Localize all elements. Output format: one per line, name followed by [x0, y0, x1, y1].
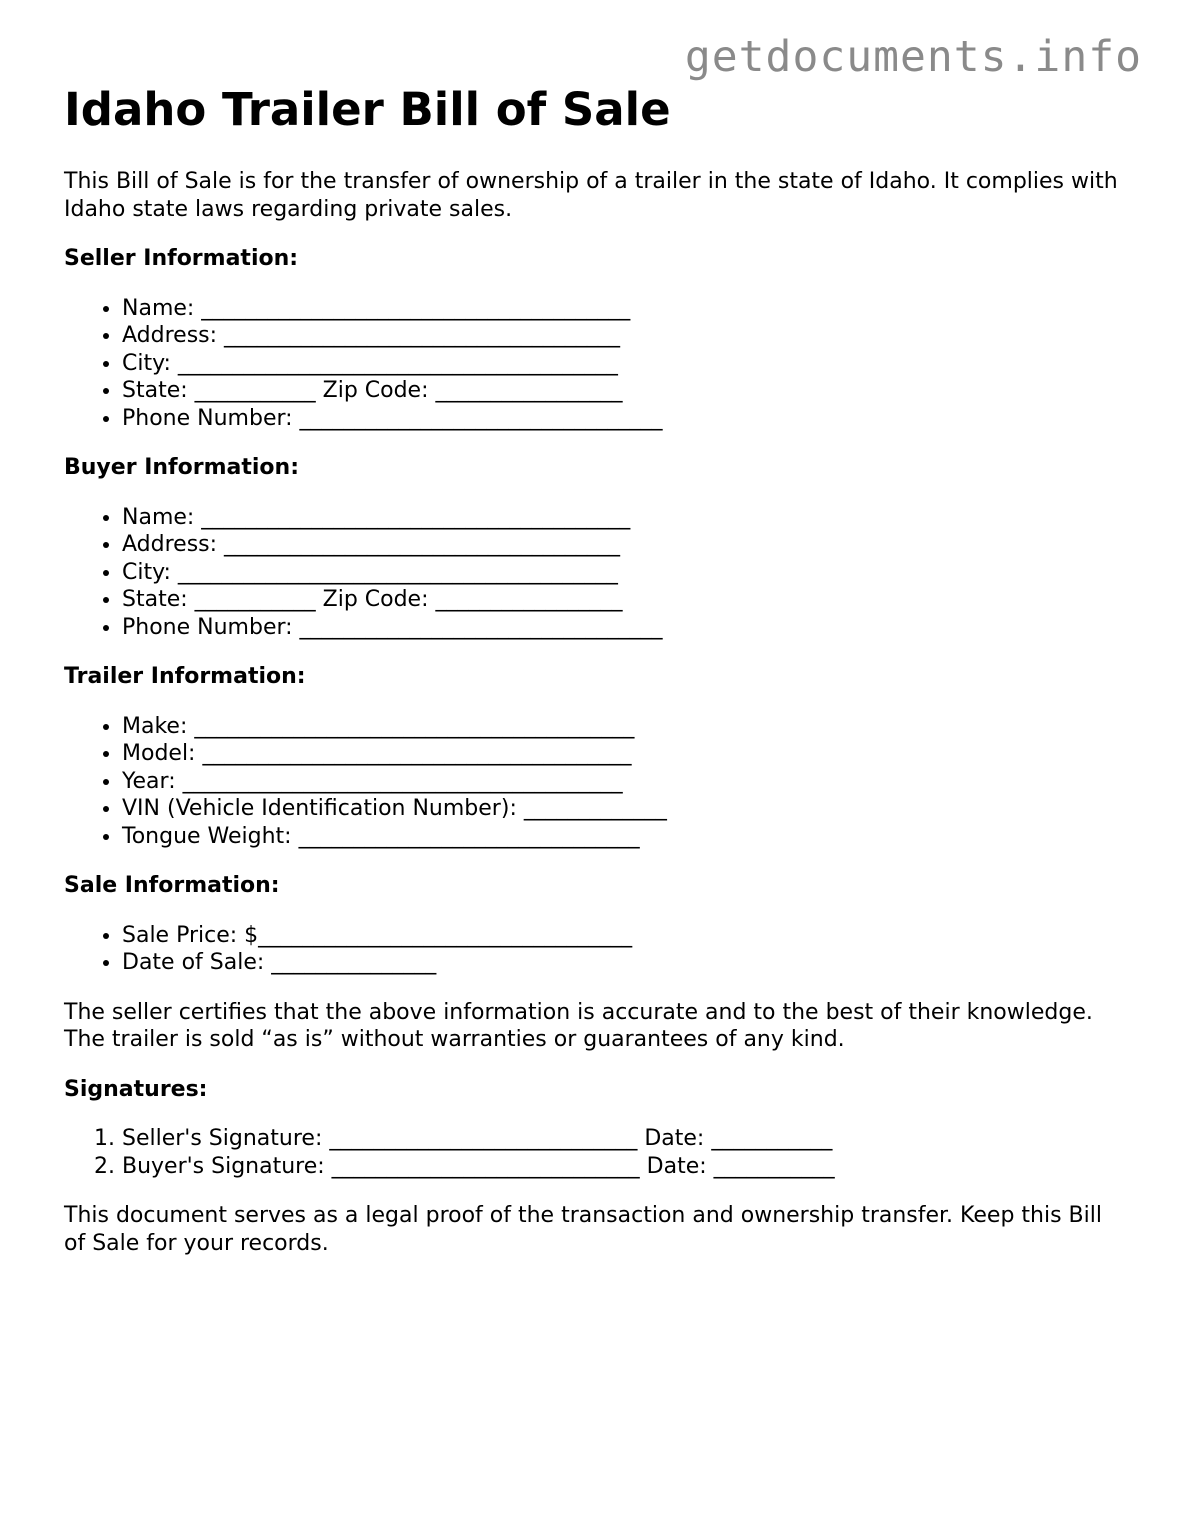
certification-paragraph: The seller certifies that the above information is accurate and to the best of their knowledge. The trailer is sold “as is” without warranties or guarantees of any kind.: [64, 999, 1093, 1052]
trailer-tongue-weight-field: • Tongue Weight: _______________________________: [122, 823, 1124, 851]
sale-price-field: • Sale Price: $__________________________________: [122, 922, 1124, 950]
buyer-name-field: • Name: _______________________________________: [122, 504, 1124, 532]
seller-phone-field: • Phone Number: _________________________________: [122, 405, 1124, 433]
seller-heading: Seller Information:: [64, 246, 299, 271]
seller-signature-line: 1. Seller's Signature: ____________________________ Date: ___________: [122, 1125, 1124, 1153]
intro-paragraph: This Bill of Sale is for the transfer of ownership of a trailer in the state of Idaho. It complies with Idaho state laws regarding private sales.: [64, 169, 1118, 222]
sale-field-list: [64, 922, 1124, 977]
buyer-state-zip-field: • State: ___________ Zip Code: _________________: [122, 586, 1124, 614]
seller-name-field: • Name: _______________________________________: [122, 295, 1124, 323]
document-page: [64, 82, 1124, 1279]
signatures-heading: Signatures:: [64, 1076, 208, 1102]
trailer-vin-field: • VIN (Vehicle Identification Number): _____________: [122, 795, 1124, 823]
buyer-signature-line: 2. Buyer's Signature: ____________________________ Date: ___________: [122, 1153, 1124, 1181]
seller-city-field: • City: ________________________________________: [122, 350, 1124, 378]
closing-paragraph: This document serves as a legal proof of the transaction and ownership transfer. Keep this Bill of Sale for your records.: [64, 1203, 1102, 1256]
buyer-phone-field: • Phone Number: _________________________________: [122, 614, 1124, 642]
buyer-city-field: • City: ________________________________________: [122, 559, 1124, 587]
signature-list: [64, 1125, 1124, 1180]
sale-heading: Sale Information:: [64, 873, 280, 898]
trailer-year-field: • Year: ________________________________________: [122, 768, 1124, 796]
seller-field-list: [64, 295, 1124, 433]
trailer-heading: Trailer Information:: [64, 664, 306, 689]
document-title: Idaho Trailer Bill of Sale: [64, 83, 671, 136]
seller-state-zip-field: • State: ___________ Zip Code: _________________: [122, 377, 1124, 405]
trailer-make-field: • Make: ________________________________________: [122, 713, 1124, 741]
trailer-model-field: • Model: _______________________________________: [122, 740, 1124, 768]
buyer-field-list: [64, 504, 1124, 642]
seller-address-field: • Address: ____________________________________: [122, 322, 1124, 350]
buyer-address-field: • Address: ____________________________________: [122, 531, 1124, 559]
buyer-heading: Buyer Information:: [64, 455, 299, 480]
sale-date-field: • Date of Sale: _______________: [122, 949, 1124, 977]
trailer-field-list: [64, 713, 1124, 851]
watermark: getdocuments.info: [684, 32, 1142, 82]
